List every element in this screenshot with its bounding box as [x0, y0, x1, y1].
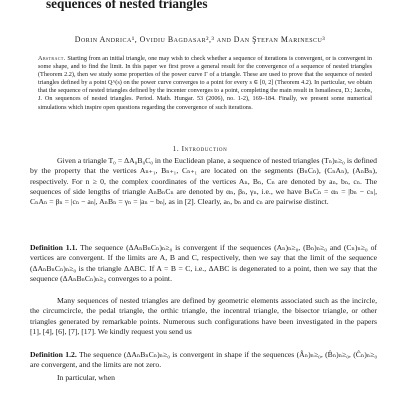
intro-paragraph-1: Given a triangle T₀ = ΔA₀B₀C₀ in the Euclidean plane, a sequence of nested triangles (Tₙ)ₙ≥₀ is defined by the property that the vertices Aₙ₊₁, Bₙ₊₁, Cₙ₊₁ are located on the segments (BₙCₙ), (CₙAₙ), (AₙBₙ), respectively. For n ≥ 0, the complex coordinates of the vertices Aₙ, Bₙ, Cₙ are denoted by aₙ, bₙ, cₙ. The sequences of side lengths of triangle AₙBₙCₙ are denoted by αₙ, βₙ, γₙ, i.e., we have BₙCₙ = αₙ = |bₙ − cₙ|, CₙAₙ = βₙ = |cₙ − aₙ|, AₙBₙ = γₙ = |aₙ − bₙ|, as in [2]. Clearly, aₙ, bₙ and cₙ are pairwise distinct.: [30, 156, 377, 207]
definition-label: Definition 1.1.: [30, 243, 78, 252]
definition-1-2: [30, 350, 377, 371]
abstract-text: Starting from an initial triangle, one may wish to check whether a sequence of iterations is convergent, or is convergent in some shape, and to find the limit. In this paper we first prove a general result for the convergence of a sequence of nested triangles (Theorem 2.2), then we study some properties of the power curve Γ of a triangle. These are used to prove that the sequence of nested triangles defined by a point Q^(s) on the power curve converges to a point for every s ∈ [0, 2] (Theorem 4.2). In particular, we obtain that the sequence of nested triangles defined by the incenter converges to a point, completing the main result in Ismailescu, D.; Jacobs, J. On sequences of nested triangles. Period. Math. Hungar. 53 (2006), no. 1-2), 169–184. Finally, we present some numerical simulations which inspire open questions regarding the convergence of such iterations.: [38, 55, 372, 111]
definition-text: The sequence (ΔAₙBₙCₙ)ₙ≥₀ is convergent if the sequences (Aₙ)ₙ≥₀, (Bₙ)ₙ≥₀ and (Cₙ)ₙ≥₀ of vertices are convergent. If the limits are A, B and C, respectively, then we say that the limit of the sequence (ΔAₙBₙCₙ)ₙ≥₀ is the triangle ΔABC. If A = B = C, i.e., ΔABC is degenerated to a point, then we say that the sequence (ΔAₙBₙCₙ)ₙ≥₀ converges to a point.: [30, 243, 377, 283]
author-list: Dorin Andrica¹, Ovidiu Bagdasar²,³ and Dan Ştefan Marinescu³: [74, 35, 326, 44]
abstract: [38, 55, 372, 112]
definition-1-1: [30, 243, 377, 284]
title-line-main: sequences of nested triangles: [46, 0, 208, 11]
paper-title: [46, 0, 376, 16]
intro-paragraph-2: Many sequences of nested triangles are defined by geometric elements associated such as the incircle, the circumcircle, the pedal triangle, the orthic triangle, the incentral triangle, the bisector triangle, or other triangles generated by remarkable points. Numerous such configurations have been investigated in the papers [1], [4], [6], [7], [17]. We kindly request you send us: [30, 296, 377, 336]
section-heading: 1. Introduction: [172, 145, 228, 153]
abstract-label: Abstract.: [38, 55, 66, 62]
intro-paragraph-3: In particular, when: [57, 373, 115, 382]
definition-text: The sequence (ΔAₙBₙCₙ)ₙ≥₀ is convergent in shape if the sequences (Âₙ)ₙ≥₀, (B̂ₙ)ₙ≥₀, (Ĉₙ)ₙ≥₀ are convergent, and the limits are not zero.: [30, 350, 378, 370]
definition-label: Definition 1.2.: [30, 350, 77, 359]
